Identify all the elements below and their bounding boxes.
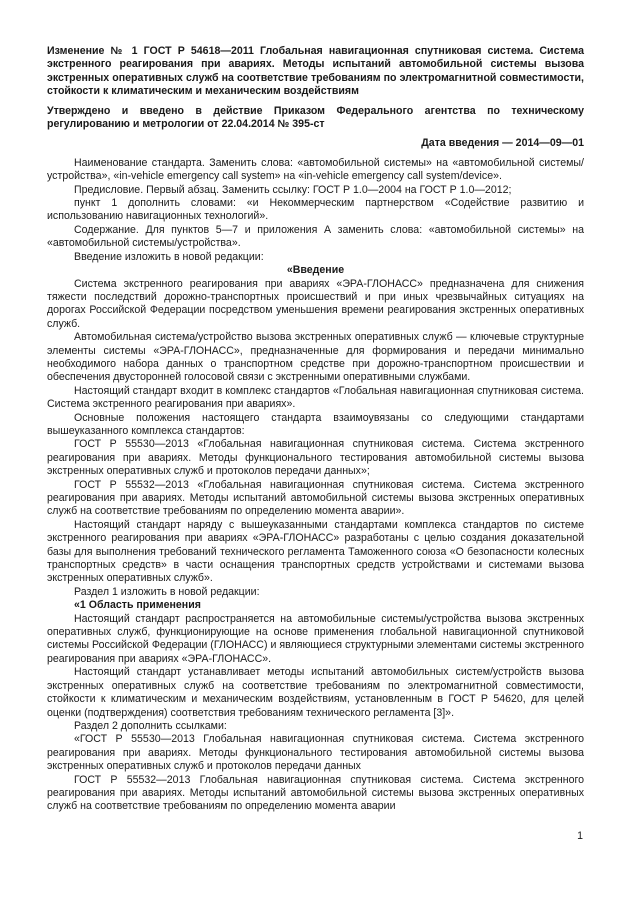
approval-statement: Утверждено и введено в действие Приказом Федерального агентства по техническому регулированию и метрологии от 22.04.2014 № 395-ст	[47, 104, 584, 131]
effective-date: Дата введения — 2014—09—01	[421, 137, 584, 150]
paragraph: Введение изложить в новой редакции:	[74, 250, 264, 263]
paragraph: Наименование стандарта. Заменить слова: «автомобильной системы» на «автомобильной системы/устройства», «in-vehicle emergency call system» на «in-vehicle emergency call system/device».	[47, 156, 584, 183]
amendment-title: Изменение № 1 ГОСТ Р 54618—2011 Глобальная навигационная спутниковая система. Система экстренного реагирования при авариях. Методы испытаний автомобильной системы вызова экстренных оперативных служб на соответствие требованиям по электромагнитной совместимости, стойкости к климатическим и механическим воздействиям	[47, 45, 584, 98]
paragraph: Настоящий стандарт наряду с вышеуказанными стандартами комплекса стандартов по системе экстренного реагирования при авариях «ЭРА-ГЛОНАСС» разработаны с целью создания доказательной базы для выполнения требований технического регламента Таможенного союза «О безопасности колесных транспортных средств» в части оснащения транспортных средств устройствами и системами вызова экстренных оперативных служб».	[47, 518, 584, 585]
paragraph: ГОСТ Р 55532—2013 «Глобальная навигационная спутниковая система. Система экстренного реагирования при авариях. Методы испытаний автомобильной системы вызова экстренных оперативных служб на соответствие требованиям по определению момента аварии».	[47, 478, 584, 518]
paragraph: Система экстренного реагирования при авариях «ЭРА-ГЛОНАСС» предназначена для снижения тяжести последствий дорожно-транспортных происшествий и при иных чрезвычайных ситуациях на дорогах Российской Федерации посредством уменьшения времени реагирования экстренных оперативных служб.	[47, 277, 584, 330]
document-content	[47, 45, 584, 814]
paragraph: ГОСТ Р 55530—2013 «Глобальная навигационная спутниковая система. Система экстренного реагирования при авариях. Методы функционального тестирования автомобильной системы вызова экстренных оперативных служб и протоколов передачи данных»;	[47, 438, 584, 478]
intro-heading: «Введение	[286, 264, 345, 277]
paragraph: Автомобильная система/устройство вызова экстренных оперативных служб — ключевые структурные элементы системы «ЭРА-ГЛОНАСС», предназначенные для формирования и передачи минимально необходимого набора данных о транспортном средстве при дорожно-транспортном происшествии и обеспечения двусторонней голосовой связи с экстренными оперативными службами.	[47, 331, 584, 384]
paragraph: Раздел 1 изложить в новой редакции:	[74, 585, 260, 598]
paragraph: ГОСТ Р 55532—2013 Глобальная навигационная спутниковая система. Система экстренного реагирования при авариях. Методы испытаний автомобильной системы вызова экстренных оперативных служб на соответствие требованиям по определению момента аварии	[47, 773, 584, 813]
paragraph: Настоящий стандарт входит в комплекс стандартов «Глобальная навигационная спутниковая система. Система экстренного реагирования при авариях».	[47, 384, 584, 411]
paragraph: Содержание. Для пунктов 5—7 и приложения А заменить слова: «автомобильной системы» на «автомобильной системы/устройства».	[47, 223, 584, 250]
page-number: 1	[577, 830, 583, 842]
paragraph: Предисловие. Первый абзац. Заменить ссылку: ГОСТ Р 1.0—2004 на ГОСТ Р 1.0—2012;	[74, 183, 512, 196]
paragraph: пункт 1 дополнить словами: «и Некоммерческим партнерством «Содействие развитию и использованию навигационных технологий».	[47, 197, 584, 223]
paragraph: Настоящий стандарт распространяется на автомобильные системы/устройства вызова экстренных оперативных служб, функционирующие на основе применения глобальной навигационной спутниковой системы Российской Федерации (ГЛОНАСС) и являющиеся структурными элементами системы экстренного реагирования при авариях «ЭРА-ГЛОНАСС».	[47, 612, 584, 665]
paragraph: Основные положения настоящего стандарта взаимоувязаны со следующими стандартами вышеуказанного комплекса стандартов:	[47, 411, 584, 437]
paragraph: Настоящий стандарт устанавливает методы испытаний автомобильных систем/устройств вызова экстренных оперативных служб на соответствие требованиям по электромагнитной совместимости, стойкости к климатическим и механическим воздействиям, установленным в ГОСТ Р 54620, для целей оценки (подтверждения) соответствия требованиям технического регламента [3]».	[47, 666, 584, 719]
paragraph: Раздел 2 дополнить ссылками:	[74, 719, 227, 732]
paragraph: «ГОСТ Р 55530—2013 Глобальная навигационная спутниковая система. Система экстренного реагирования при авариях. Методы функционального тестирования автомобильной системы вызова экстренных оперативных служб и протоколов передачи данных	[47, 733, 584, 773]
section-heading: «1 Область применения	[74, 599, 201, 612]
